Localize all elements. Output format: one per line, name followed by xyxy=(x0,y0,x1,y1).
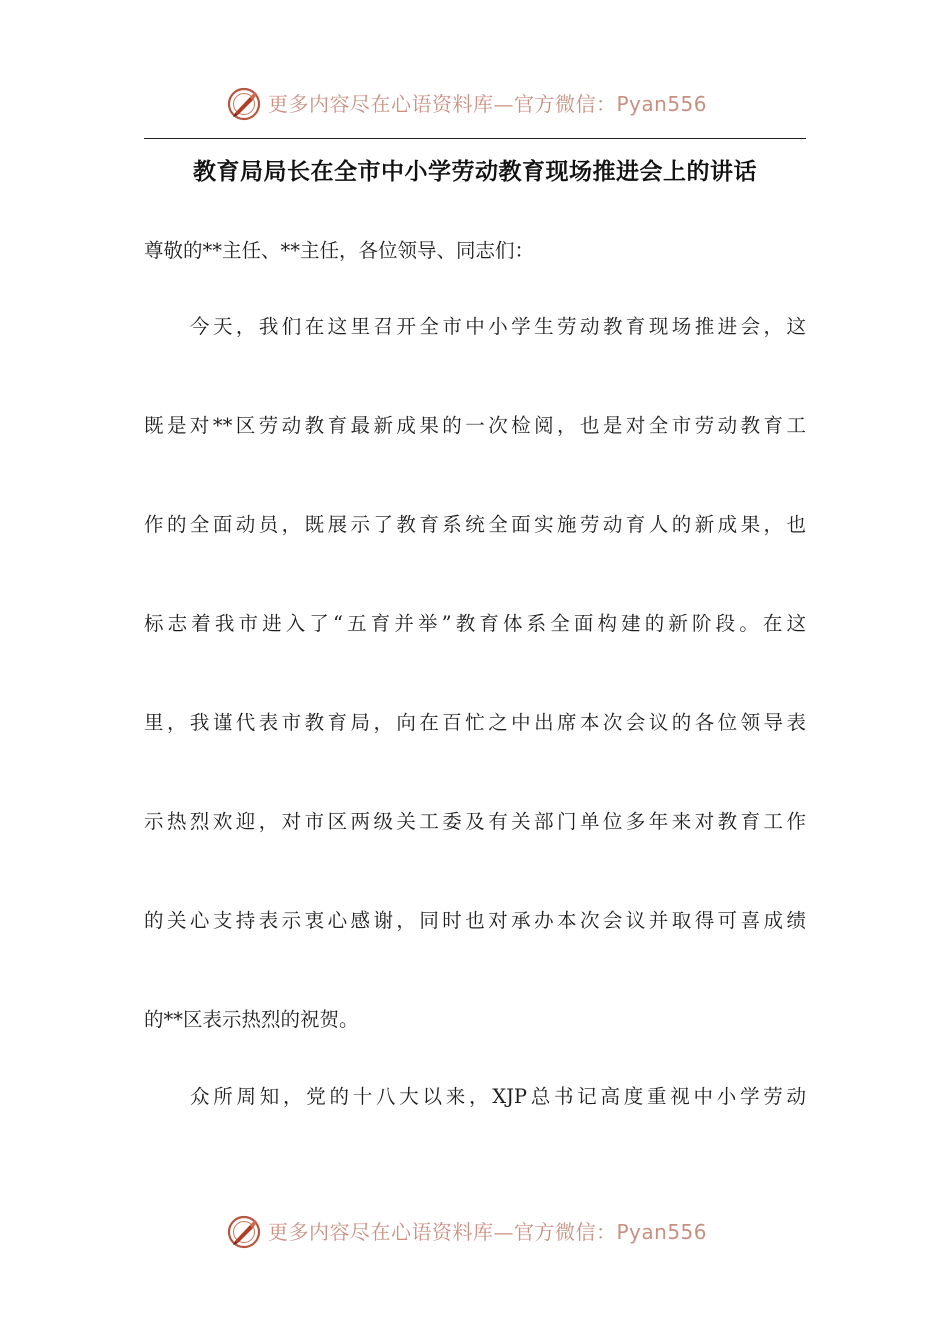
pen-logo-icon xyxy=(226,86,262,122)
header-divider xyxy=(144,138,806,139)
paragraph-line: 标志着我市进入了“五育并举”教育体系全面构建的新阶段。在这 xyxy=(144,612,806,635)
paragraph-line: 的**区表示热烈的祝贺。 xyxy=(144,1008,359,1031)
paragraph-line: 的关心支持表示衷心感谢，同时也对承办本次会议并取得可喜成绩 xyxy=(144,909,806,932)
paragraph-line: 作的全面动员，既展示了教育系统全面实施劳动育人的新成果，也 xyxy=(144,513,806,536)
document-title: 教育局局长在全市中小学劳动教育现场推进会上的讲话 xyxy=(193,158,757,185)
banner-text: 更多内容尽在心语资料库—官方微信：Pyan556 xyxy=(268,92,708,116)
paragraph-line: 示热烈欢迎，对市区两级关工委及有关部门单位多年来对教育工作 xyxy=(144,810,806,833)
paragraph-line: 里，我谨代表市教育局，向在百忙之中出席本次会议的各位领导表 xyxy=(144,711,806,734)
paragraph-line: 众所周知，党的十八大以来，XJP总书记高度重视中小学劳动 xyxy=(190,1085,806,1108)
pen-logo-icon xyxy=(226,1214,262,1250)
paragraph-line: 今天，我们在这里召开全市中小学生劳动教育现场推进会，这 xyxy=(190,315,806,338)
banner-text: 更多内容尽在心语资料库—官方微信：Pyan556 xyxy=(268,1220,708,1244)
footer-banner xyxy=(0,1212,950,1252)
header-banner xyxy=(0,84,950,124)
paragraph-line: 既是对**区劳动教育最新成果的一次检阅，也是对全市劳动教育工 xyxy=(144,414,806,437)
salutation: 尊敬的**主任、**主任，各位领导、同志们： xyxy=(144,239,535,262)
